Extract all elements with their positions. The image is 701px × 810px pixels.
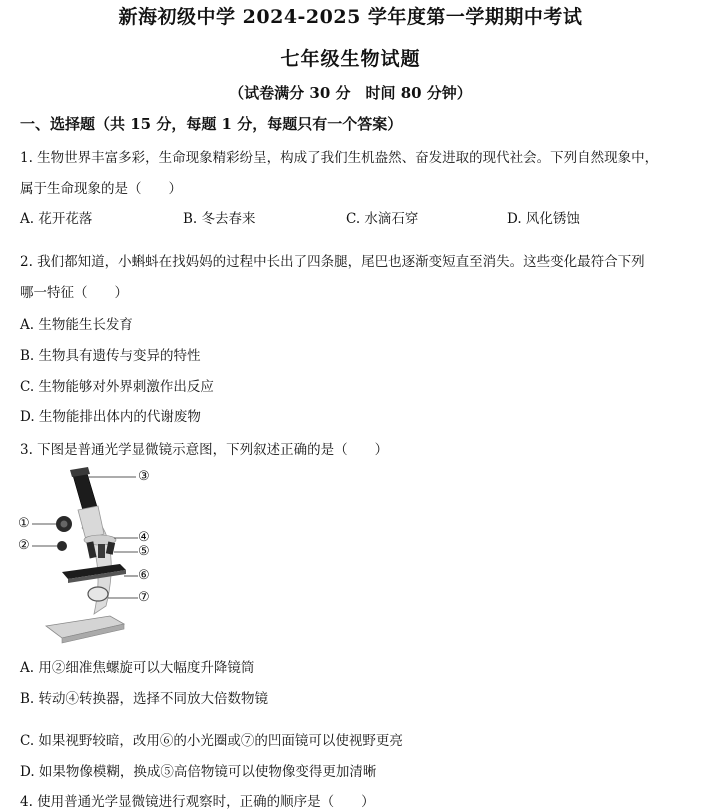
q2-option-b: B. 生物具有遗传与变异的特性 <box>20 348 201 364</box>
q1-option-d: D. 风化锈蚀 <box>507 211 580 227</box>
q3-text-line1: 3. 下图是普通光学显微镜示意图，下列叙述正确的是（ ） <box>20 442 389 458</box>
figure-label-4: ④ <box>138 530 150 545</box>
q3-option-c: C. 如果视野较暗，改用⑥的小光圈或⑦的凹面镜可以使视野更亮 <box>20 733 403 749</box>
q3-option-a: A. 用②细准焦螺旋可以大幅度升降镜筒 <box>20 660 255 676</box>
q4-text-line1: 4. 使用普通光学显微镜进行观察时，正确的顺序是（ ） <box>20 794 375 810</box>
section-heading: 一、选择题（共 15 分，每题 1 分，每题只有一个答案） <box>20 115 403 133</box>
q3-option-b: B. 转动④转换器，选择不同放大倍数物镜 <box>20 691 269 707</box>
q2-option-a: A. 生物能生长发育 <box>20 317 133 333</box>
q1-option-c: C. 水滴石穿 <box>346 211 419 227</box>
figure-label-3: ③ <box>138 469 150 484</box>
q3-option-d: D. 如果物像模糊，换成⑤高倍物镜可以使物像变得更加清晰 <box>20 764 377 780</box>
q2-option-d: D. 生物能排出体内的代谢废物 <box>20 409 201 425</box>
exam-info: （试卷满分 30 分 时间 80 分钟） <box>229 84 472 102</box>
q1-option-a: A. 花开花落 <box>20 211 93 227</box>
q1-option-b: B. 冬去春来 <box>183 211 256 227</box>
figure-label-5: ⑤ <box>138 544 150 559</box>
figure-label-1: ① <box>18 516 30 531</box>
figure-label-2: ② <box>18 538 30 553</box>
figure-label-7: ⑦ <box>138 590 150 605</box>
exam-subject: 七年级生物试题 <box>280 48 421 70</box>
q1-text-line1: 1. 生物世界丰富多彩，生命现象精彩纷呈，构成了我们生机盎然、奋发进取的现代社会。下列自然现象中， <box>20 150 659 166</box>
microscope-figure <box>18 466 168 644</box>
q2-option-c: C. 生物能够对外界刺激作出反应 <box>20 379 214 395</box>
exam-title: 新海初级中学 2024-2025 学年度第一学期期中考试 <box>118 6 583 28</box>
q1-text-line2: 属于生命现象的是（ ） <box>20 181 182 197</box>
figure-label-6: ⑥ <box>138 568 150 583</box>
q2-text-line1: 2. 我们都知道，小蝌蚪在找妈妈的过程中长出了四条腿，尾巴也逐渐变短直至消失。这些变化最符合下列 <box>20 254 645 270</box>
q2-text-line2: 哪一特征（ ） <box>20 285 128 301</box>
